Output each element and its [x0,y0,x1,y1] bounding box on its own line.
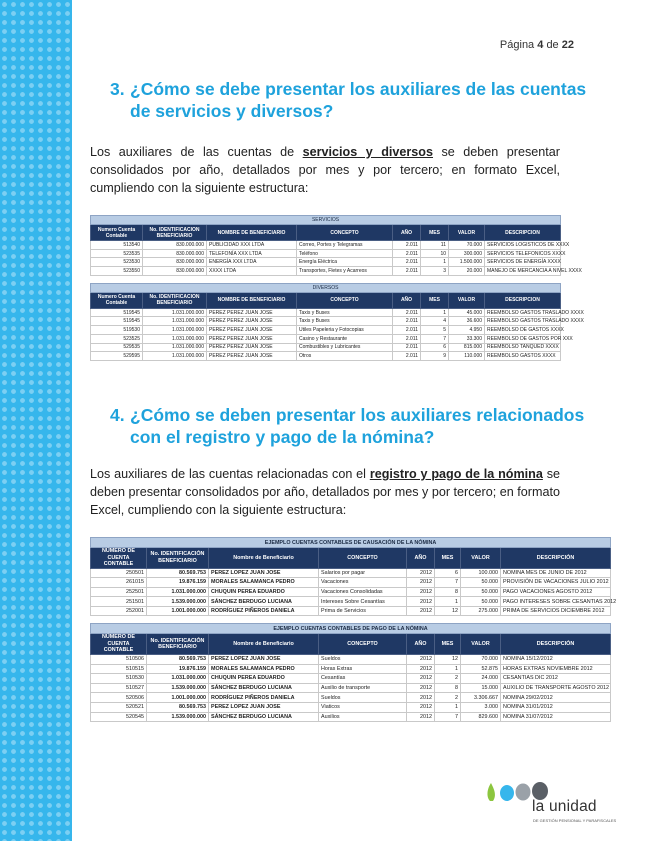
column-header: VALOR [461,548,501,569]
column-header: MES [421,225,449,241]
table-cell: 19.876.159 [147,664,209,674]
table-cell: 80.569.753 [147,654,209,664]
table-cell: 2012 [407,702,435,712]
section-3-text-pre: Los auxiliares de las cuentas de [90,145,303,159]
table-cell: 1.031.000.000 [143,352,207,361]
causacion-title-row [91,538,611,548]
table-cell: 510530 [91,674,147,684]
table-cell: 3.000 [461,702,501,712]
table-cell: PRIMA DE SERVICIOS DICIEMBRE 2012 [501,606,611,616]
table-row [91,308,561,317]
column-header: DESCRIPCION [485,225,561,241]
page-total: 22 [561,39,574,51]
table-cell: 2 [435,674,461,684]
table-cell: 829.600 [461,712,501,722]
table-cell: 1.539.000.000 [147,683,209,693]
table-row [91,568,611,578]
table-row [91,352,561,361]
table-row [91,693,611,703]
table-cell: 2012 [407,587,435,597]
table-cell: 2 [435,693,461,703]
table-cell: Cesantías [319,674,407,684]
table-cell: Sueldos [319,693,407,703]
diversos-title: DIVERSOS [91,283,561,292]
table-cell: 2012 [407,578,435,588]
table-cell: Auxilios [319,712,407,722]
table-cell: PAGO VACACIONES AGOSTO 2012 [501,587,611,597]
column-header: Nombre de Beneficiario [209,548,319,569]
table-cell: 12 [435,654,461,664]
table-row [91,343,561,352]
table-cell: PEREZ PEREZ JUAN JOSE [207,317,297,326]
table-cell: 2012 [407,693,435,703]
logo-name: la unidad [532,798,597,815]
table-cell: 45.000 [449,308,485,317]
section-3-text-post: se deben presentar consolidados por año, detallados por mes y por tercero; en formato Excel, cumpliendo con la siguiente estructura: [90,145,560,195]
table-cell: 110.000 [449,352,485,361]
column-header: MES [421,292,449,308]
table-cell: NOMINA 31/01/2012 [501,702,611,712]
table-row [91,258,561,267]
column-header: VALOR [461,634,501,655]
causacion-title: EJEMPLO CUENTAS CONTABLES DE CAUSACIÓN DE LA NÓMINA [91,538,611,548]
table-cell: 251501 [91,597,147,607]
table-cell: 2.011 [393,326,421,335]
table-cell: Horas Extras [319,664,407,674]
table-cell: REEMBOLSO DE GASTOS POR XXX [485,334,561,343]
table-spacer [91,275,561,283]
diversos-title-row [91,283,561,292]
table-row [91,334,561,343]
table-row [91,317,561,326]
table-cell: Energía Eléctrica [297,258,393,267]
table-cell: Intereses Sobre Cesantías [319,597,407,607]
table-cell: REEMBOLSO GASTOS XXXX [485,352,561,361]
table-cell: 519530 [91,326,143,335]
page-number [500,39,574,51]
table-row [91,712,611,722]
table-cell: Vacaciones Consolidadas [319,587,407,597]
table-cell: Combustibles y Lubricantes [297,343,393,352]
table-cell: 20.000 [449,267,485,276]
table-cell: SÁNCHEZ BERDUGO LUCIANA [209,712,319,722]
page-label: Página [499,39,535,51]
table-cell: 100.000 [461,568,501,578]
table-cell: 5 [421,326,449,335]
table-cell: SERVICIOS DE ENERGÍA XXXX [485,258,561,267]
table-cell: NOMINA 15/12/2012 [501,654,611,664]
table-cell: 2.011 [393,343,421,352]
table-cell: Taxis y Buses [297,308,393,317]
table-cell: 1 [435,702,461,712]
table-cell: Prima de Servicios [319,606,407,616]
table-cell: 510515 [91,664,147,674]
table-cell: 830.000.000 [143,249,207,258]
column-header: Numero Cuenta Contable [91,292,143,308]
table-cell: Auxilio de transporte [319,683,407,693]
table-cell: 2.011 [393,352,421,361]
table-cell: 2.011 [393,308,421,317]
table-cell: 510527 [91,683,147,693]
column-header: No. IDENTIFICACION BENEFICIARIO [143,292,207,308]
column-header: NOMBRE DE BENEFICIARIO [207,292,297,308]
table-cell: 52.875 [461,664,501,674]
table-row [91,578,611,588]
servicios-title-row [91,216,561,225]
table-cell: 300.000 [449,249,485,258]
table-cell: 80.569.753 [147,702,209,712]
table-cell: 4 [421,317,449,326]
table-cell: 11 [421,241,449,250]
table-cell: 2012 [407,606,435,616]
table-cell: Otros [297,352,393,361]
table-cell: 2.011 [393,267,421,276]
table-cell: 2012 [407,597,435,607]
section-3-text-emphasis: servicios y diversos [302,145,434,159]
causacion-header-row [91,548,611,569]
table-cell: MANEJO DE MERCANCIA A NIVEL XXXX [485,267,561,276]
table-cell: 2012 [407,683,435,693]
column-header: CONCEPTO [319,634,407,655]
table-cell: 1.031.000.000 [143,334,207,343]
section-4-title: ¿Cómo se deben presentar los auxiliares relacionados con el registro y pago de la nómina? [130,405,585,447]
table-cell: 1 [421,308,449,317]
section-4-paragraph [90,465,560,519]
table-cell: 2012 [407,568,435,578]
section-4-text-pre: Los auxiliares de las cuentas relacionadas con el [90,467,370,481]
table-cell: 2012 [407,664,435,674]
table-cell: 1.031.000.000 [147,674,209,684]
table-cell: 9 [421,352,449,361]
table-cell: AUXILIO DE TRANSPORTE AGOSTO 2012 [501,683,611,693]
table-cell: CESANTIAS DIC 2012 [501,674,611,684]
table-cell: 252501 [91,587,147,597]
table-cell: CHUQUIN PEREA EDUARDO [209,674,319,684]
table-cell: 3 [421,267,449,276]
column-header: DESCRIPCION [485,292,561,308]
servicios-header-row [91,225,561,241]
pago-title: EJEMPLO CUENTAS CONTABLES DE PAGO DE LA NÓMINA [91,624,611,634]
table-cell: 520545 [91,712,147,722]
logo-tagline: DE GESTIÓN PENSIONAL Y PARAFISCALES [533,818,617,823]
table-row [91,664,611,674]
table-cell: 1.031.000.000 [147,587,209,597]
la-unidad-logo [486,775,626,830]
table-cell: Correo, Portes y Telegramas [297,241,393,250]
table-cell: 1.031.000.000 [143,326,207,335]
table-row [91,326,561,335]
column-header: CONCEPTO [319,548,407,569]
table-cell: REEMBOLSO GASTOS TRASLADO XXXX [485,308,561,317]
table-cell: SERVICIOS TELEFONICOS XXXX [485,249,561,258]
table-cell: Viaticos [319,702,407,712]
table-cell: PEREZ PEREZ JUAN JOSE [207,343,297,352]
table-cell: REEMBOLSO GASTOS TRASLADO XXXX [485,317,561,326]
table-cell: NOMINA 29/02/2012 [501,693,611,703]
table-row [91,267,561,276]
table-cell: 510506 [91,654,147,664]
table-cell: 523535 [91,249,143,258]
table-cell: 1.539.000.000 [147,712,209,722]
table-cell: RODRÍGUEZ PIÑEROS DANIELA [209,606,319,616]
spacer-cell [91,616,611,624]
table-cell: 1 [435,597,461,607]
column-header: Numero Cuenta Contable [91,225,143,241]
table-cell: 24.000 [461,674,501,684]
table-cell: 33.300 [449,334,485,343]
section-4-heading [110,404,590,448]
column-header: MES [435,548,461,569]
table-cell: 2.011 [393,249,421,258]
table-cell: 252001 [91,606,147,616]
table-cell: 12 [435,606,461,616]
table-row [91,597,611,607]
servicios-title: SERVICIOS [91,216,561,225]
table-cell: 815.000 [449,343,485,352]
table-cell: 2.011 [393,317,421,326]
table-cell: Vacaciones [319,578,407,588]
table-row [91,683,611,693]
table-cell: ENERGÍA XXX LTDA [207,258,297,267]
column-header: MES [435,634,461,655]
table-cell: 830.000.000 [143,267,207,276]
table-cell: PEREZ PEREZ JUAN JOSE [207,308,297,317]
table-cell: 2.011 [393,258,421,267]
table-cell: 1.031.000.000 [143,343,207,352]
decorative-sidebar [0,0,72,841]
table-cell: 513540 [91,241,143,250]
section-3-heading [110,78,590,122]
column-header: DESCRIPCIÓN [501,634,611,655]
table-cell: 6 [421,343,449,352]
table-cell: 7 [421,334,449,343]
table-cell: 10 [421,249,449,258]
column-header: No. IDENTIFICACIÓN BENEFICIARIO [147,548,209,569]
table-row [91,674,611,684]
table-cell: Casino y Restaurante [297,334,393,343]
table-row [91,606,611,616]
table-cell: 529595 [91,352,143,361]
table-cell: PEREZ PEREZ JUAN JOSE [207,352,297,361]
spacer-cell [91,275,561,283]
table-cell: MORALES SALAMANCA PEDRO [209,664,319,674]
table-cell: 1.539.000.000 [147,597,209,607]
table-cell: Teléfono [297,249,393,258]
table-cell: 4.950 [449,326,485,335]
table-cell: 523525 [91,334,143,343]
table-cell: HORAS EXTRAS NOVIEMBRE 2012 [501,664,611,674]
table-cell: SÁNCHEZ BERDUGO LUCIANA [209,683,319,693]
table-cell: PEREZ LOPEZ JUAN JOSE [209,702,319,712]
column-header: CONCEPTO [297,292,393,308]
table-cell: PEREZ PEREZ JUAN JOSE [207,326,297,335]
table-cell: PAGO INTERESES SOBRE CESANTIAS 2012 [501,597,611,607]
table-cell: 2012 [407,674,435,684]
table-cell: 1.031.000.000 [143,308,207,317]
table-cell: 523550 [91,267,143,276]
table-cell: 50.000 [461,578,501,588]
table-cell: 70.000 [461,654,501,664]
table-cell: PEREZ PEREZ JUAN JOSE [207,334,297,343]
table-cell: 2.011 [393,334,421,343]
nomina-table [90,537,617,722]
column-header: No. IDENTIFICACIÓN BENEFICIARIO [147,634,209,655]
table-cell: 19.876.159 [147,578,209,588]
table-cell: SERVICIOS LOGISTICOS DE XXXX [485,241,561,250]
table-cell: 2.011 [393,241,421,250]
table-cell: RODRÍGUEZ PIÑEROS DANIELA [209,693,319,703]
column-header: NÚMERO DE CUENTA CONTABLE [91,548,147,569]
table-cell: CHUQUIN PEREA EDUARDO [209,587,319,597]
table-cell: 7 [435,578,461,588]
table-cell: 523530 [91,258,143,267]
table-cell: 50.000 [461,587,501,597]
section-3-number: 3. [110,79,125,99]
table-cell: 250501 [91,568,147,578]
section-4-number: 4. [110,405,125,425]
table-cell: 2012 [407,654,435,664]
table-cell: REEMBOLSO DE GASTOS XXXX [485,326,561,335]
column-header: VALOR [449,292,485,308]
table-cell: 1.500.000 [449,258,485,267]
table-cell: PEREZ LOPEZ JUAN JOSE [209,568,319,578]
column-header: AÑO [407,548,435,569]
table-cell: 15.000 [461,683,501,693]
table-cell: 830.000.000 [143,258,207,267]
table-cell: REEMBOLSO TANQUED XXXX [485,343,561,352]
servicios-diversos-table [90,215,584,361]
table-cell: 519545 [91,317,143,326]
table-cell: NOMINA MES DE JUNIO DE 2012 [501,568,611,578]
table-cell: MORALES SALAMANCA PEDRO [209,578,319,588]
table-cell: 70.000 [449,241,485,250]
table-cell: 1 [435,664,461,674]
table-cell: 6 [435,568,461,578]
column-header: CONCEPTO [297,225,393,241]
table-cell: 520506 [91,693,147,703]
table-cell: 275.000 [461,606,501,616]
table-cell: PROVISIÓN DE VACACIONES JULIO 2012 [501,578,611,588]
table-cell: Transportes, Fletes y Acarreos [297,267,393,276]
table-cell: 8 [435,587,461,597]
table-cell: 1.001.000.000 [147,606,209,616]
column-header: NOMBRE DE BENEFICIARIO [207,225,297,241]
column-header: VALOR [449,225,485,241]
table-row [91,654,611,664]
column-header: AÑO [407,634,435,655]
table-row [91,249,561,258]
table-cell: Salarios por pagar [319,568,407,578]
table-cell: 36.600 [449,317,485,326]
table-row [91,587,611,597]
column-header: AÑO [393,225,421,241]
diversos-header-row [91,292,561,308]
table-cell: 3.306.667 [461,693,501,703]
table-cell: Utiles Papeleria y Fotocopias [297,326,393,335]
page-of: de [546,39,559,51]
page-current: 4 [537,39,544,51]
section-4-text-emphasis: registro y pago de la nómina [369,467,543,481]
column-header: DESCRIPCIÓN [501,548,611,569]
table-cell: 80.569.753 [147,568,209,578]
table-spacer [91,616,611,624]
table-cell: 1 [421,258,449,267]
section-3-paragraph [90,143,560,197]
table-cell: 830.000.000 [143,241,207,250]
table-cell: PUBLICIDAD XXX LTDA [207,241,297,250]
column-header: Nombre de Beneficiario [209,634,319,655]
table-cell: Taxis y Buses [297,317,393,326]
table-cell: NOMINA 31/07/2012 [501,712,611,722]
table-row [91,241,561,250]
section-3-title: ¿Cómo se debe presentar los auxiliares de las cuentas de servicios y diversos? [130,79,587,121]
column-header: No. IDENTIFICACION BENEFICIARIO [143,225,207,241]
table-cell: 261015 [91,578,147,588]
table-cell: 529535 [91,343,143,352]
pago-title-row [91,624,611,634]
table-cell: 2012 [407,712,435,722]
table-cell: 519545 [91,308,143,317]
table-cell: TELEFONÍA XXX LTDA [207,249,297,258]
table-cell: Sueldos [319,654,407,664]
pago-header-row [91,634,611,655]
table-cell: 520521 [91,702,147,712]
table-cell: XXXX LTDA [207,267,297,276]
section-4-text-post: se deben presentar consolidados por año, detallados por mes y por tercero; en formato Excel, cumpliendo con la siguiente estructura: [90,467,560,517]
column-header: AÑO [393,292,421,308]
table-cell: 1.001.000.000 [147,693,209,703]
table-cell: 8 [435,683,461,693]
table-cell: PEREZ LOPEZ JUAN JOSE [209,654,319,664]
table-cell: SÁNCHEZ BERDUGO LUCIANA [209,597,319,607]
table-cell: 50.000 [461,597,501,607]
column-header: NÚMERO DE CUENTA CONTABLE [91,634,147,655]
table-row [91,702,611,712]
table-cell: 7 [435,712,461,722]
table-cell: 1.031.000.000 [143,317,207,326]
